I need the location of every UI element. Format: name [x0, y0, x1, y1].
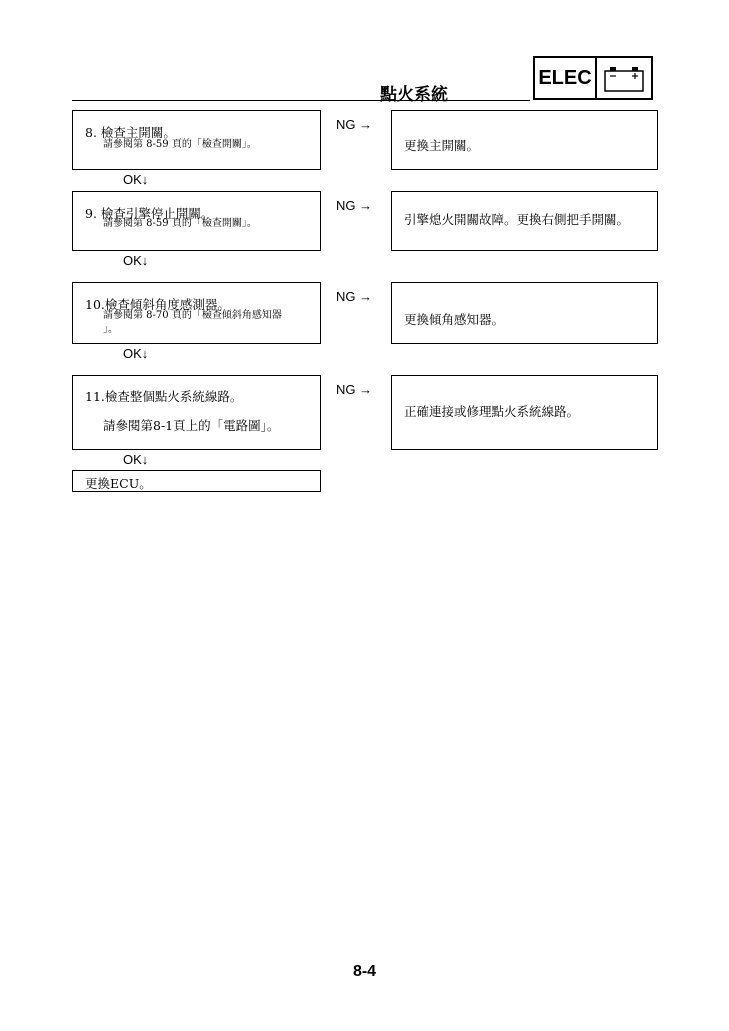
check-box-step-9	[72, 191, 321, 251]
ng-arrow-label: NG →	[336, 117, 373, 132]
step-title: 11.檢查整個點火系統線路。	[85, 389, 243, 404]
elec-badge	[533, 56, 653, 100]
step-title: 10.檢查傾斜角度感測器。	[85, 297, 230, 312]
step-title: 9. 檢查引擎停止開關。	[85, 206, 214, 221]
final-action-text: 更換ECU。	[85, 476, 152, 491]
step-reference: 請參閱第8-1頁上的「電路圖」。	[103, 418, 280, 433]
ng-arrow-label: NG →	[336, 382, 373, 397]
result-box-step-9	[391, 191, 658, 251]
header-rule	[72, 100, 530, 101]
section-title: 點火系統	[380, 85, 448, 105]
result-text: 更換主開關。	[404, 138, 480, 153]
result-box-step-10	[391, 282, 658, 344]
ok-arrow-label: OK↓	[123, 452, 149, 467]
result-text: 正確連接或修理點火系統線路。	[404, 404, 580, 419]
step-reference: 請參閱第 8-59 頁的「檢查開關」。	[103, 139, 257, 150]
step-reference-continued: 」。	[103, 324, 118, 335]
page-number: 8-4	[352, 963, 377, 980]
ok-arrow-label: OK↓	[123, 172, 149, 187]
step-title: 8. 檢查主開關。	[85, 125, 176, 140]
check-box-step-10	[72, 282, 321, 344]
ng-arrow-label: NG →	[336, 198, 373, 213]
elec-label: ELEC	[535, 58, 597, 98]
result-box-step-8	[391, 110, 658, 170]
final-action-box	[72, 470, 321, 492]
battery-icon	[597, 58, 651, 98]
step-reference: 請參閱第 8-59 頁的「檢查開關」。	[103, 218, 257, 229]
check-box-step-11	[72, 375, 321, 450]
result-text: 更換傾角感知器。	[404, 312, 505, 327]
check-box-step-8	[72, 110, 321, 170]
result-text: 引擎熄火開關故障。更換右側把手開關。	[404, 212, 630, 227]
step-reference: 請參閱第 8-70 頁的「檢查傾斜角感知器	[103, 310, 282, 321]
ok-arrow-label: OK↓	[123, 253, 149, 268]
ok-arrow-label: OK↓	[123, 346, 149, 361]
ng-arrow-label: NG →	[336, 289, 373, 304]
result-box-step-11	[391, 375, 658, 450]
